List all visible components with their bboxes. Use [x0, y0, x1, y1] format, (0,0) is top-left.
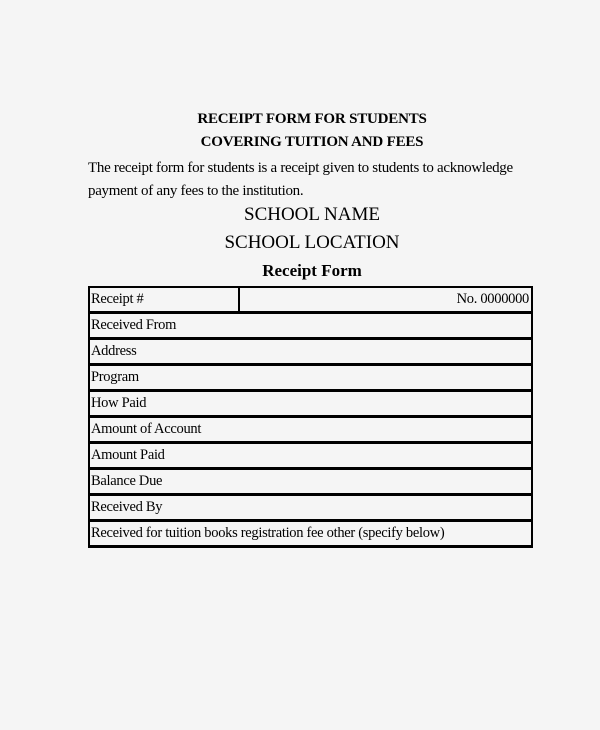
document-title-line-1: RECEIPT FORM FOR STUDENTS	[197, 111, 427, 127]
receipt-number-label: Receipt #	[89, 287, 239, 313]
amount-of-account-field[interactable]: Amount of Account	[89, 417, 532, 443]
table-row	[89, 443, 532, 469]
how-paid-field[interactable]: How Paid	[89, 391, 532, 417]
table-row	[89, 495, 532, 521]
table-row	[89, 313, 532, 339]
address-field[interactable]: Address	[89, 339, 532, 365]
received-for-field[interactable]: Received for tuition books registration fee other (specify below)	[89, 521, 532, 547]
school-name: SCHOOL NAME	[244, 204, 380, 225]
table-row	[89, 417, 532, 443]
form-title: Receipt Form	[262, 261, 362, 280]
intro-paragraph: The receipt form for students is a receipt given to students to acknowledge payment of any fees to the institution.	[88, 160, 513, 199]
balance-due-field[interactable]: Balance Due	[89, 469, 532, 495]
receipt-form-table	[88, 286, 533, 548]
amount-paid-field[interactable]: Amount Paid	[89, 443, 532, 469]
receipt-number-value[interactable]: No. 0000000	[239, 287, 532, 313]
table-row	[89, 339, 532, 365]
document-title-line-2: COVERING TUITION AND FEES	[200, 134, 424, 150]
table-row-receipt-number	[89, 287, 532, 313]
school-location: SCHOOL LOCATION	[224, 232, 400, 253]
received-by-field[interactable]: Received By	[89, 495, 532, 521]
table-row	[89, 391, 532, 417]
program-field[interactable]: Program	[89, 365, 532, 391]
table-row	[89, 469, 532, 495]
table-row	[89, 521, 532, 547]
table-row	[89, 365, 532, 391]
received-from-field[interactable]: Received From	[89, 313, 532, 339]
